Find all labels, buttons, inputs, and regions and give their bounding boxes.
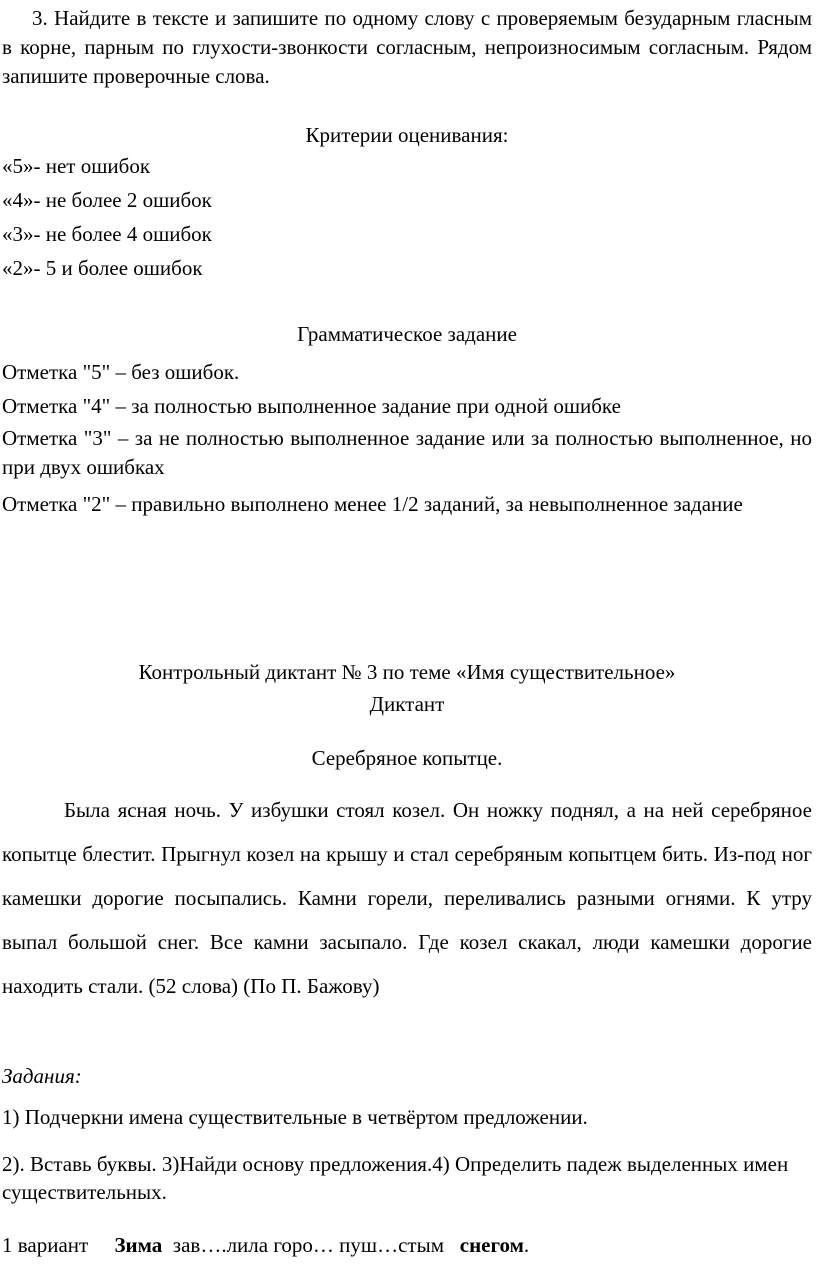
variant-bold-word-2: снегом xyxy=(459,1233,524,1257)
task-3-paragraph xyxy=(2,4,812,91)
story-title: Серебряное копытце. xyxy=(311,746,503,770)
tasks-title: Задания: xyxy=(2,1064,82,1088)
variant-end: . xyxy=(523,1233,530,1257)
grammar-item-5: Отметка "5" – без ошибок. xyxy=(2,360,240,384)
dictation-text: Была ясная ночь. У избушки стоял козел. Он ножку поднял, а на ней серебряное копытце блестит. Прыгнул козел на крышу и стал серебряным копытцем бить. Из-под ног камешки дорогие посыпались. Камни горели, переливались разными огнями. К утру выпал большой снег. Все камни засыпало. Где козел скакал, люди камешки дорогие находить стали. (52 слова) (По П. Бажову) xyxy=(2,798,812,998)
task-3-text: Найдите в тексте и запишите по одному слову с проверяемым безударным гласным в корне, парным по глухости-звонкости согласным, непроизносимым согласным. Рядом запишите проверочные слова. xyxy=(2,6,813,88)
criteria-item-4: «4»- не более 2 ошибок xyxy=(2,188,212,212)
variant-middle-text: зав….лила горо… пуш…стым xyxy=(172,1233,444,1257)
variant-line xyxy=(2,1231,812,1260)
grammar-title: Грамматическое задание xyxy=(297,322,517,346)
task-3-number: 3. xyxy=(32,6,48,30)
variant-label: 1 вариант xyxy=(2,1233,89,1257)
criteria-item-5: «5»- нет ошибок xyxy=(2,154,151,178)
criteria-title: Критерии оценивания: xyxy=(305,123,509,147)
task-item-1: 1) Подчеркни имена существительные в четвёртом предложении. xyxy=(2,1105,588,1129)
grammar-item-3: Отметка "3" – за не полностью выполненное задание или за полностью выполненное, но при двух ошибках xyxy=(2,426,812,479)
dictation-subtitle: Диктант xyxy=(369,692,445,716)
task-item-2: 2). Вставь буквы. 3)Найди основу предложения.4) Определить падеж выделенных имен существительных. xyxy=(2,1152,789,1204)
grammar-item-2: Отметка "2" – правильно выполнено менее 1/2 заданий, за невыполненное задание xyxy=(2,492,743,516)
criteria-item-3: «3»- не более 4 ошибок xyxy=(2,222,212,246)
dictation-title: Контрольный диктант № 3 по теме «Имя существительное» xyxy=(138,660,676,684)
variant-bold-word-1: Зима xyxy=(114,1233,163,1257)
criteria-item-2: «2»- 5 и более ошибок xyxy=(2,256,203,280)
grammar-item-4: Отметка "4" – за полностью выполненное задание при одной ошибке xyxy=(2,394,621,418)
